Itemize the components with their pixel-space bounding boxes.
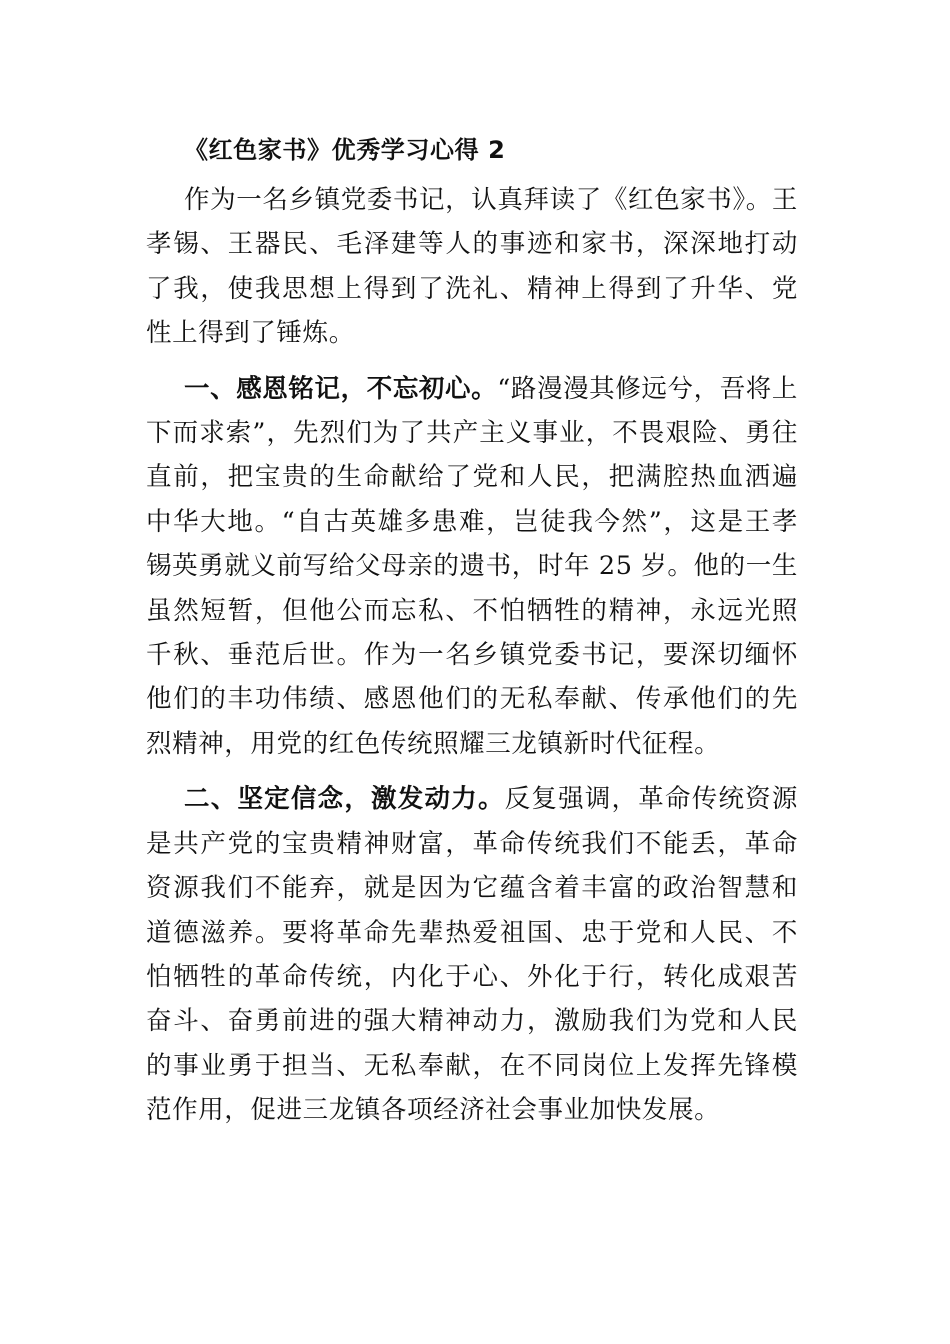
paragraph-section-two	[146, 777, 798, 1132]
paragraph-text: “路漫漫其修远兮，吾将上下而求索”，先烈们为了共产主义事业，不畏艰险、勇往直前，把宝贵的生命献给了党和人民，把满腔热血洒遍中华大地。“自古英雄多患难，岂徒我今然”，这是王孝锡英勇就义前写给父母亲的遗书，时年 25 岁。他的一生虽然短暂，但他公而忘私、不怕牺牲的精神，永远光照千秋、垂范后世。作为一名乡镇党委书记，要深切缅怀他们的丰功伟绩、感恩他们的无私奉献、传承他们的先烈精神，用党的红色传统照耀三龙镇新时代征程。	[146, 373, 798, 759]
document-title: 《红色家书》优秀学习心得 2	[184, 136, 506, 164]
document-body	[146, 130, 798, 1144]
paragraph-section-one	[146, 367, 798, 767]
paragraph-lead: 一、感恩铭记，不忘初心。	[184, 373, 498, 404]
paragraph-text: 作为一名乡镇党委书记，认真拜读了《红色家书》。王孝锡、王器民、毛泽建等人的事迹和家书，深深地打动了我，使我思想上得到了洗礼、精神上得到了升华、党性上得到了锤炼。	[146, 185, 798, 349]
paragraph-text: 反复强调，革命传统资源是共产党的宝贵精神财富，革命传统我们不能丢，革命资源我们不能弃，就是因为它蕴含着丰富的政治智慧和道德滋养。要将革命先辈热爱祖国、忠于党和人民、不怕牺牲的革命传统，内化于心、外化于行，转化成艰苦奋斗、奋勇前进的强大精神动力，激励我们为党和人民的事业勇于担当、无私奉献，在不同岗位上发挥先锋模范作用，促进三龙镇各项经济社会事业加快发展。	[146, 784, 798, 1126]
paragraph-lead: 二、坚定信念，激发动力。	[184, 784, 505, 815]
paragraph-intro	[146, 178, 798, 356]
